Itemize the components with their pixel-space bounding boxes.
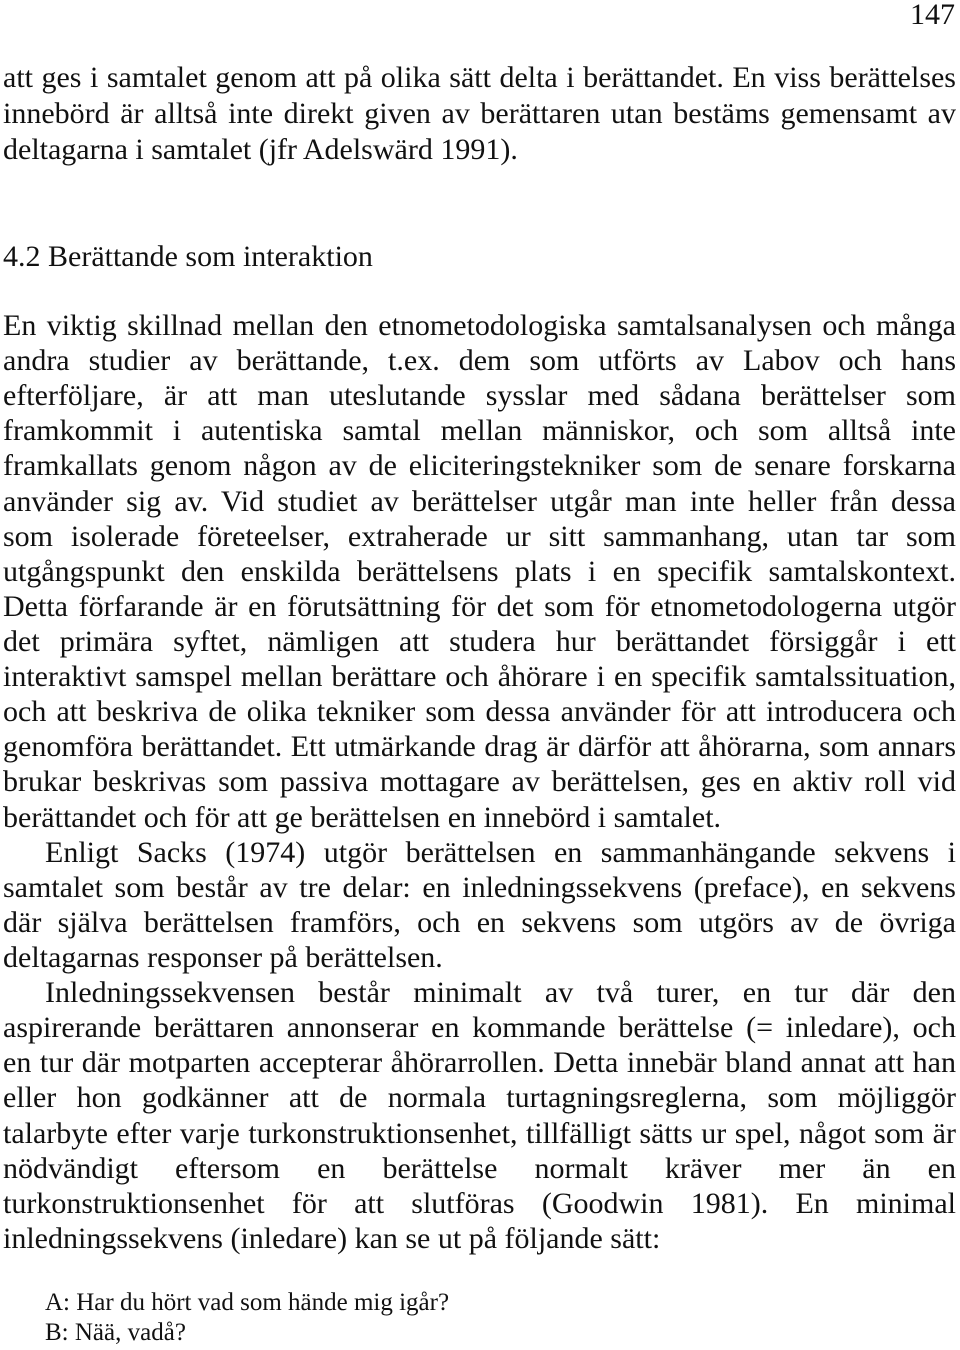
dialogue-example xyxy=(45,1288,925,1348)
text-line: en tur där motparten accepterar åhörarrollen. Detta innebär bland annat att han xyxy=(3,1046,956,1080)
section-body xyxy=(3,308,956,1256)
text-line: framkommit i autentiska samtal mellan människor, och som alltså inte xyxy=(3,414,956,448)
text-line: talarbyte efter varje turkonstruktionsenhet, tillfälligt sätts ur spel, något som är xyxy=(3,1116,956,1150)
text-line: berättandet och för att ge berättelsen en innebörd i samtalet. xyxy=(3,800,722,834)
paragraph xyxy=(3,308,956,835)
text-line: En viktig skillnad mellan den etnometodologiska samtalsanalysen och många xyxy=(3,309,956,342)
text-line: Enligt Sacks (1974) utgör berättelsen en sammanhängande sekvens i xyxy=(45,835,956,869)
text-line: nödvändigt eftersom en berättelse normalt kräver mer än en xyxy=(3,1151,956,1185)
text-line: eller hon godkänner att de normala turtagningsreglerna, som möjliggör xyxy=(3,1081,956,1115)
text-line: efterföljare, är att man uteslutande sysslar med sådana berättelser som xyxy=(3,379,956,413)
text-line: framkallats genom någon av de eliciteringstekniker som de senare forskarna xyxy=(3,449,956,483)
text-line: utgångspunkt den enskilda berättelsens plats i en specifik samtalskontext. xyxy=(3,554,956,588)
text-line: inledningssekvens (inledare) kan se ut på följande sätt: xyxy=(3,1221,661,1255)
dialogue-line xyxy=(45,1288,925,1318)
speaker-label: A: xyxy=(45,1289,70,1316)
paragraph xyxy=(3,835,956,975)
text-line: där själva berättelsen framförs, och en sekvens som utgörs av de övriga xyxy=(3,905,956,939)
text-line: andra studier av berättande, t.ex. dem som utförts av Labov och hans xyxy=(3,344,956,378)
text-line: att ges i samtalet genom att på olika sätt delta i berättandet. En viss berättelses xyxy=(3,61,956,94)
paragraph xyxy=(3,975,956,1256)
speaker-label: B: xyxy=(45,1319,69,1346)
text-line: och att beskriva de olika tekniker som dessa använder för att introducera och xyxy=(3,695,956,729)
text-line: det primära syftet, nämligen att studera hur berättandet försiggår i ett xyxy=(3,624,956,658)
page-number: 147 xyxy=(910,0,955,31)
section-heading: 4.2 Berättande som interaktion xyxy=(3,240,373,273)
intro-paragraph xyxy=(3,60,956,168)
text-line: deltagarna i samtalet (jfr Adelswärd 1991). xyxy=(3,133,518,166)
utterance-text: Nää, vadå? xyxy=(74,1319,186,1346)
text-line: använder sig av. Vid studiet av berättelser utgår man inte heller från dessa xyxy=(3,484,956,518)
text-line: aspirerande berättaren annonserar en kommande berättelse (= inledare), och xyxy=(3,1011,956,1045)
text-line: Inledningssekvensen består minimalt av två turer, en tur där den xyxy=(45,976,956,1010)
text-line: innebörd är alltså inte direkt given av berättaren utan bestäms gemensamt av xyxy=(3,97,956,130)
text-line: turkonstruktionsenhet för att slutföras (Goodwin 1981). En minimal xyxy=(3,1186,956,1220)
text-line: samtalet som består av tre delar: en inledningssekvens (preface), en sekvens xyxy=(3,870,956,904)
text-line: som isolerade företeelser, extraherade ur sitt sammanhang, utan tar som xyxy=(3,519,956,553)
utterance-text: Har du hört vad som hände mig igår? xyxy=(76,1289,450,1316)
text-line: genomföra berättandet. Ett utmärkande drag är därför att åhörarna, som annars xyxy=(3,730,956,764)
text-line: brukar beskrivas som passiva mottagare av berättelsen, ges en aktiv roll vid xyxy=(3,765,956,799)
dialogue-line xyxy=(45,1318,925,1348)
text-line: Detta förfarande är en förutsättning för det som för etnometodologerna utgör xyxy=(3,589,956,623)
text-line: deltagarnas responser på berättelsen. xyxy=(3,940,443,974)
text-line: interaktivt samspel mellan berättare och åhörare i en specifik samtalssituation, xyxy=(3,660,956,694)
